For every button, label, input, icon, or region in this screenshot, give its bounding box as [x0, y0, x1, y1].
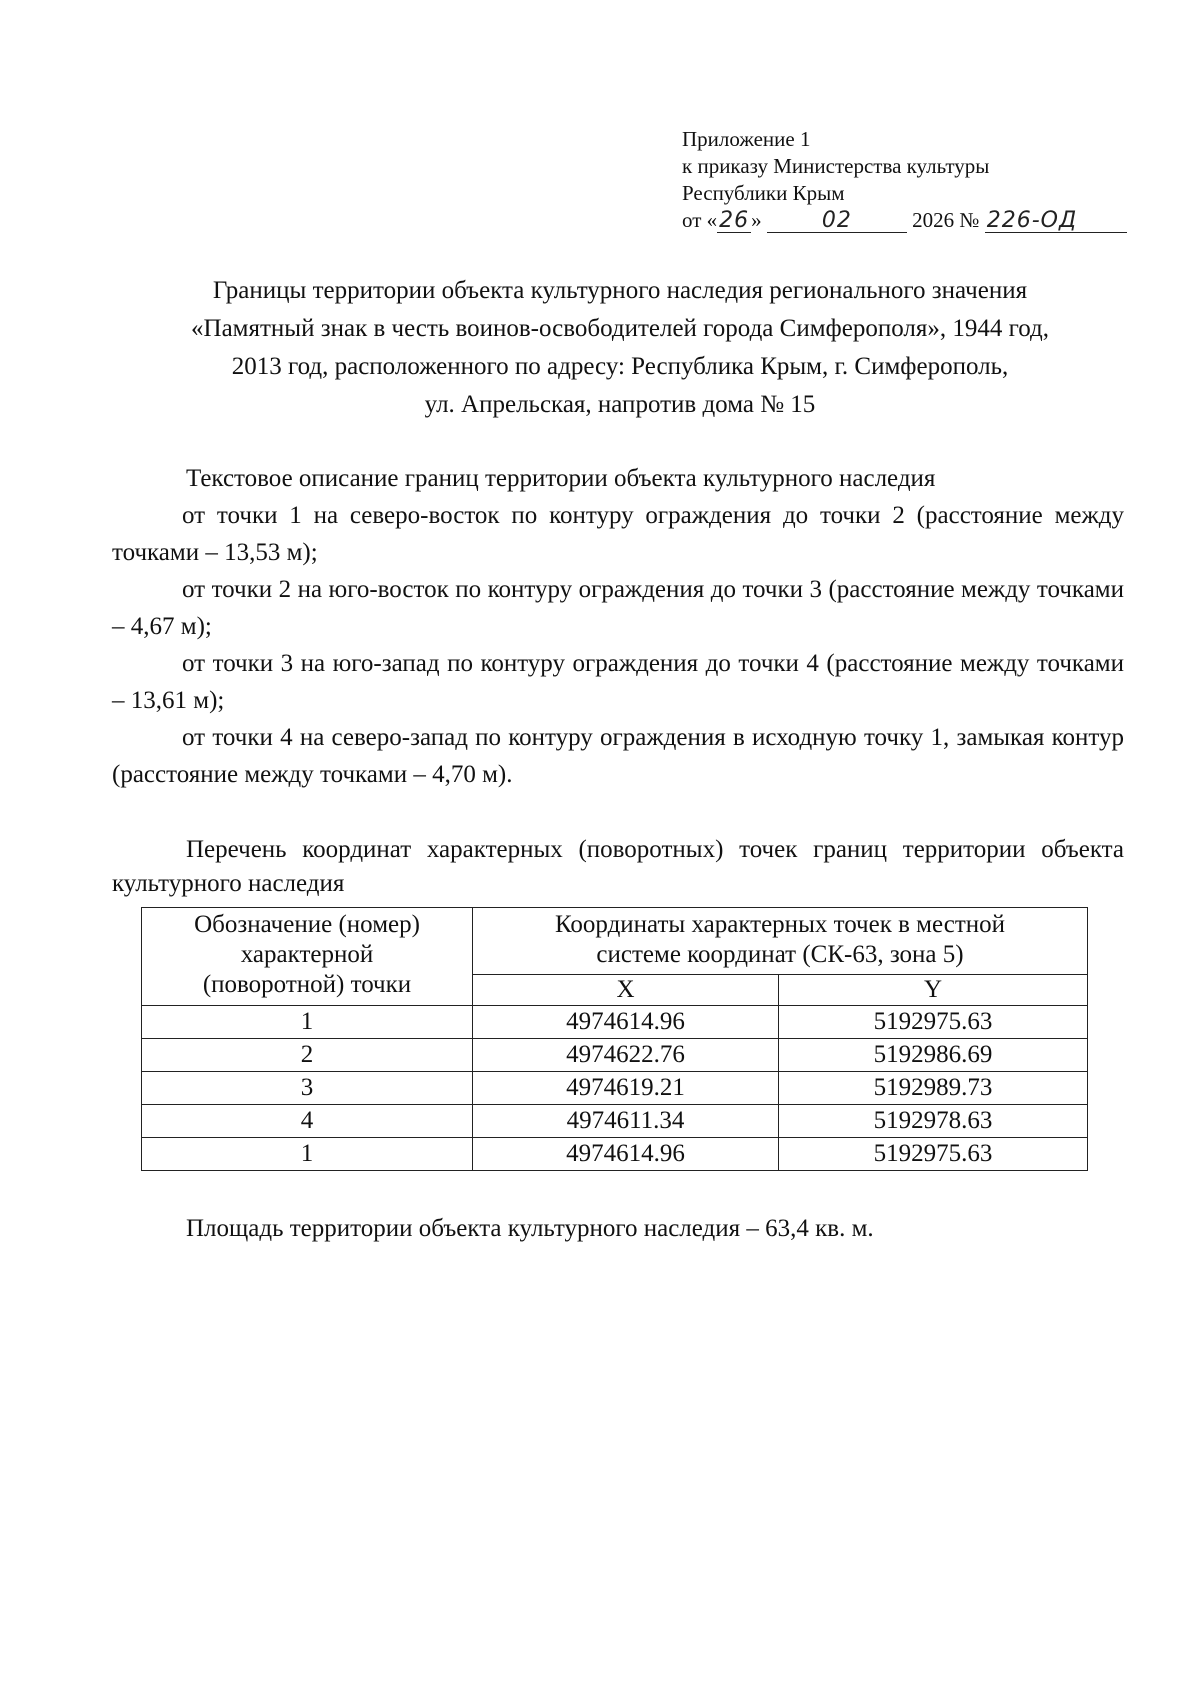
date-year: 2026 № [912, 208, 980, 232]
table-row [142, 1006, 1088, 1039]
document-title [100, 272, 1140, 424]
boundary-paragraph-2: от точки 2 на юго-восток по контуру ограждения до точки 3 (расстояние между точками – 4,67 м); [112, 576, 1124, 640]
description-heading: Текстовое описание границ территории объекта культурного наследия [186, 465, 936, 492]
appendix-header [682, 126, 1152, 234]
coord-x: 4974614.96 [473, 1138, 779, 1171]
territory-area: Площадь территории объекта культурного наследия – 63,4 кв. м. [186, 1215, 874, 1242]
coord-x: 4974622.76 [473, 1039, 779, 1072]
description-body [112, 497, 1124, 793]
coord-y: 5192978.63 [779, 1105, 1088, 1138]
point-number: 2 [142, 1039, 473, 1072]
point-number: 1 [142, 1006, 473, 1039]
appendix-republic: Республики Крым [682, 181, 845, 205]
point-number: 4 [142, 1105, 473, 1138]
coord-y: 5192986.69 [779, 1039, 1088, 1072]
header-x: X [473, 975, 779, 1006]
coordinates-intro: Перечень координат характерных (поворотных) точек границ территории объекта культурного наследия [112, 836, 1124, 897]
table-row [142, 1105, 1088, 1138]
appendix-date-line [682, 207, 1152, 234]
point-number: 1 [142, 1138, 473, 1171]
title-line-2: «Памятный знак в честь воинов-освободителей города Симферополя», 1944 год, [191, 315, 1049, 342]
table-row [142, 1138, 1088, 1171]
boundary-paragraph-1: от точки 1 на северо-восток по контуру ограждения до точки 2 (расстояние между точками – 13,53 м); [112, 502, 1124, 566]
coord-x: 4974619.21 [473, 1072, 779, 1105]
boundary-paragraph-4: от точки 4 на северо-запад по контуру ограждения в исходную точку 1, замыкая контур (расстояние между точками – 4,70 м). [112, 724, 1124, 788]
header-point-line-1: Обозначение (номер) [194, 911, 420, 938]
header-point-line-3: (поворотной) точки [202, 971, 412, 998]
order-number-handwritten: 226-ОД [985, 210, 1127, 233]
coord-y: 5192975.63 [779, 1006, 1088, 1039]
coord-y: 5192989.73 [779, 1072, 1088, 1105]
title-line-3: 2013 год, расположенного по адресу: Республика Крым, г. Симферополь, [231, 353, 1009, 380]
coord-x: 4974611.34 [473, 1105, 779, 1138]
appendix-title: Приложение 1 [682, 127, 811, 151]
header-coords-line-1: Координаты характерных точек в местной [554, 911, 1005, 938]
table-row [142, 1072, 1088, 1105]
coordinates-table [141, 907, 1088, 1171]
coord-y: 5192975.63 [779, 1138, 1088, 1171]
date-prefix: от « [682, 208, 718, 232]
table-row [142, 1039, 1088, 1072]
date-month-handwritten: 02 [767, 210, 907, 233]
header-coords-line-2: системе координат (СК-63, зона 5) [596, 941, 964, 968]
date-day-handwritten: 26 [719, 208, 750, 233]
title-line-1: Границы территории объекта культурного наследия регионального значения [212, 277, 1028, 304]
header-point-designation [142, 908, 473, 1006]
boundary-paragraph-3: от точки 3 на юго-запад по контуру ограждения до точки 4 (расстояние между точками – 13,61 м); [112, 650, 1124, 714]
header-point-line-2: характерной [240, 941, 374, 968]
appendix-order-ref: к приказу Министерства культуры [682, 154, 990, 178]
title-line-4: ул. Апрельская, напротив дома № 15 [424, 391, 816, 418]
point-number: 3 [142, 1072, 473, 1105]
date-mid: » [751, 208, 762, 232]
header-coordinates [473, 908, 1088, 975]
coord-x: 4974614.96 [473, 1006, 779, 1039]
header-y: Y [779, 975, 1088, 1006]
